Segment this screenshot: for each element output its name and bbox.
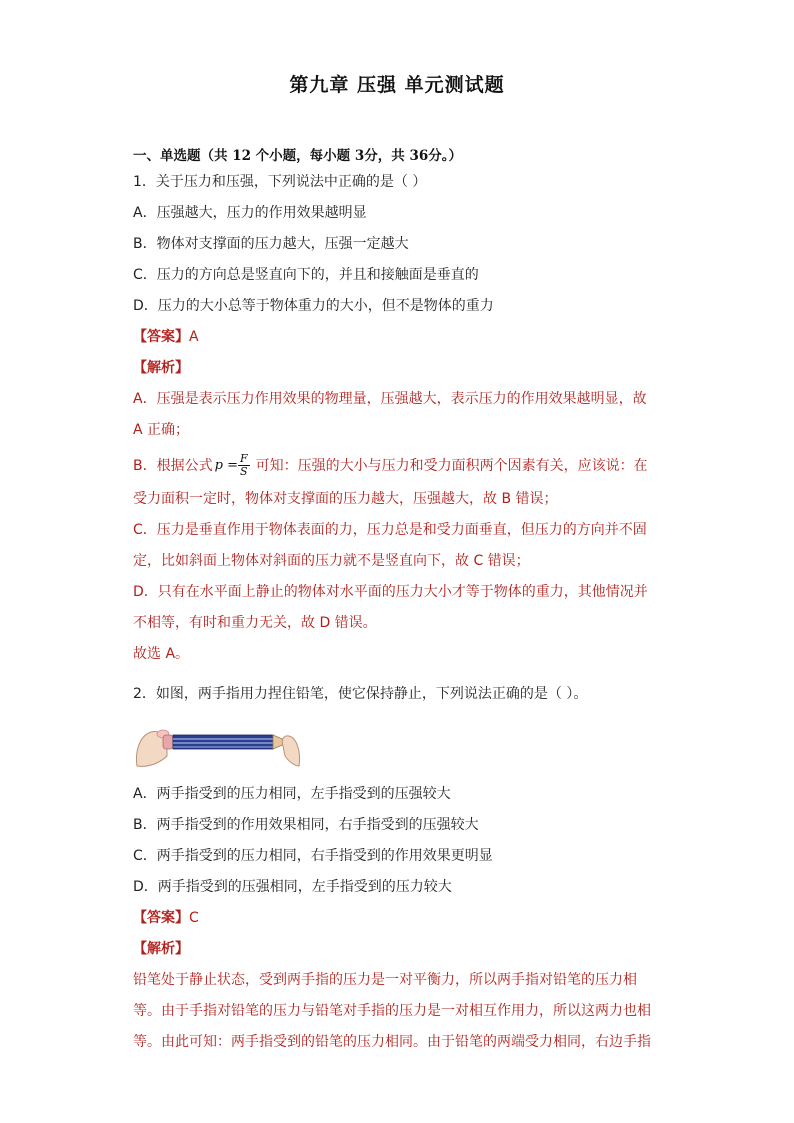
question-1-option-b: B．物体对支撑面的压力越大，压强一定越大: [133, 236, 409, 252]
analysis-b-prefix: B．根据公式: [133, 458, 213, 474]
formula-fraction: [238, 453, 250, 478]
pencil-eraser-icon: [163, 735, 173, 749]
question-1-option-d: D．压力的大小总等于物体重力的大小，但不是物体的重力: [133, 298, 494, 314]
question-1-analysis-d-line2: 不相等，有时和重力无关，故 D 错误。: [133, 615, 377, 631]
question-1-stem: 1．关于压力和压强，下列说法中正确的是（ ）: [133, 174, 427, 190]
question-1-analysis-a-line2: A 正确；: [133, 422, 190, 438]
answer-label: 【答案】: [133, 910, 189, 926]
section-heading-single-choice: 一、单选题（共 12 个小题，每小题 3分，共 36分。）: [133, 148, 463, 164]
question-1-analysis-a-line1: A．压强是表示压力作用效果的物理量，压强越大，表示压力的作用效果越明显，故: [133, 391, 647, 407]
question-1-analysis-d-line1: D．只有在水平面上静止的物体对水平面的压力大小才等于物体的重力，其他情况并: [133, 584, 648, 600]
question-2-analysis-line1: 铅笔处于静止状态，受到两手指的压力是一对平衡力，所以两手指对铅笔的压力相: [133, 972, 637, 988]
answer-label: 【答案】: [133, 329, 189, 345]
formula-numerator: F: [239, 452, 248, 465]
question-2-analysis-line3: 等。由此可知：两手指受到的铅笔的压力相同。由于铅笔的两端受力相同，右边手指: [133, 1034, 651, 1050]
question-1-conclusion: 故选 A。: [133, 646, 190, 662]
question-1-analysis-c-line2: 定，比如斜面上物体对斜面的压力就不是竖直向下，故 C 错误；: [133, 553, 530, 569]
question-2-analysis-line2: 等。由于手指对铅笔的压力与铅笔对手指的压力是一对相互作用力，所以这两力也相: [133, 1003, 651, 1019]
question-1-analysis-b-line1: [133, 451, 648, 481]
question-2-answer: [133, 909, 199, 927]
question-2-option-b: B．两手指受到的作用效果相同，右手指受到的压强较大: [133, 817, 479, 833]
question-2-option-d: D．两手指受到的压强相同，左手指受到的压力较大: [133, 879, 452, 895]
question-1-analysis-label: 【解析】: [133, 360, 189, 376]
pencil-fingers-figure: [133, 722, 303, 772]
right-finger-icon: [282, 736, 299, 766]
question-1-option-a: A．压强越大，压力的作用效果越明显: [133, 205, 367, 221]
pressure-formula: [215, 451, 250, 481]
question-2-stem: 2．如图，两手指用力捏住铅笔，使它保持静止，下列说法正确的是（ ）。: [133, 686, 588, 702]
answer-value: C: [189, 910, 199, 926]
question-1-analysis-b-line2: 受力面积一定时，物体对支撑面的压力越大，压强越大，故 B 错误；: [133, 491, 558, 507]
formula-lhs: p =: [214, 458, 238, 473]
question-2-option-c: C．两手指受到的压力相同，右手指受到的作用效果更明显: [133, 848, 493, 864]
answer-value: A: [189, 329, 199, 345]
question-1-option-c: C．压力的方向总是竖直向下的，并且和接触面是垂直的: [133, 267, 479, 283]
formula-denominator: S: [240, 465, 248, 478]
question-2-analysis-label: 【解析】: [133, 941, 189, 957]
analysis-b-suffix: 可知：压强的大小与压力和受力面积两个因素有关，应该说：在: [255, 458, 648, 474]
question-2-option-a: A．两手指受到的压力相同，左手指受到的压强较大: [133, 786, 451, 802]
question-1-analysis-c-line1: C．压力是垂直作用于物体表面的力，压力总是和受力面垂直，但压力的方向并不固: [133, 522, 647, 538]
question-1-answer: [133, 328, 199, 346]
page-title: 第九章 压强 单元测试题: [289, 74, 505, 96]
